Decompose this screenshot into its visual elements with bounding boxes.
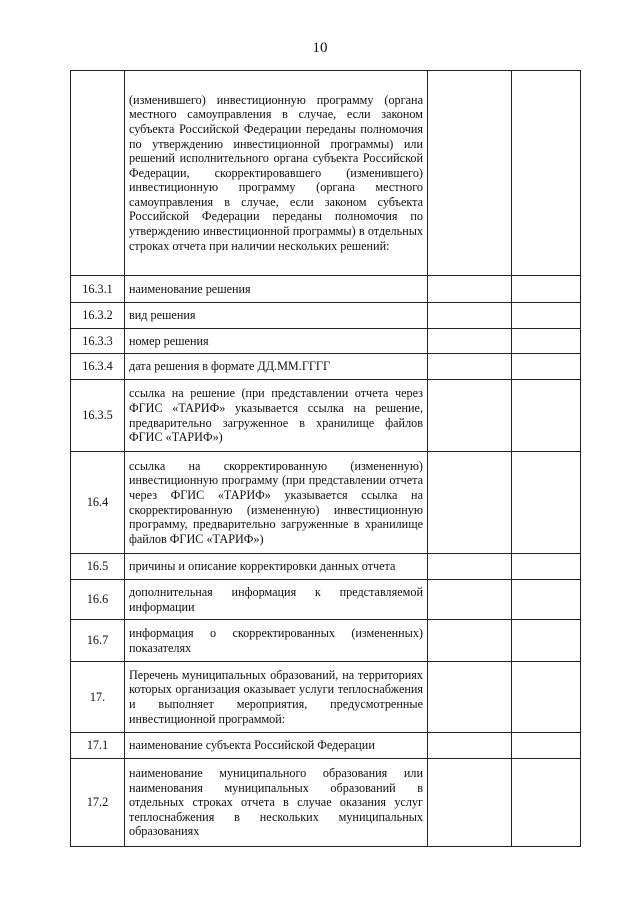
note-cell <box>512 354 581 380</box>
value-cell <box>428 303 512 329</box>
row-number: 16.3.3 <box>71 329 125 354</box>
value-cell <box>428 452 512 554</box>
row-description: Перечень муниципальных образований, на территориях которых организация оказывает услуги теплоснабжения и выполняет мероприятия, предусмотренные инвестиционной программой: <box>125 662 428 733</box>
row-description: ссылка на скорректированную (измененную) инвестиционную программу (при представлении отчета через ФГИС «ТАРИФ» указывается ссылка на скорректированную (измененную) инвестиционную программу, предварительно загруженные в хранилище файлов ФГИС «ТАРИФ») <box>125 452 428 554</box>
note-cell <box>512 452 581 554</box>
table-row <box>71 662 581 733</box>
table-row <box>71 620 581 662</box>
note-cell <box>512 759 581 847</box>
row-description: номер решения <box>125 329 428 354</box>
row-number: 17. <box>71 662 125 733</box>
row-number: 16.6 <box>71 580 125 620</box>
row-number: 16.3.5 <box>71 380 125 452</box>
note-cell <box>512 580 581 620</box>
row-number: 17.2 <box>71 759 125 847</box>
table-row <box>71 580 581 620</box>
report-structure-table <box>70 70 581 847</box>
table-row <box>71 329 581 354</box>
row-number: 16.3.1 <box>71 276 125 303</box>
note-cell <box>512 303 581 329</box>
value-cell <box>428 759 512 847</box>
value-cell <box>428 329 512 354</box>
row-number <box>71 71 125 276</box>
table-row <box>71 71 581 276</box>
row-description: вид решения <box>125 303 428 329</box>
value-cell <box>428 71 512 276</box>
note-cell <box>512 380 581 452</box>
row-description: наименование решения <box>125 276 428 303</box>
row-description: (изменившего) инвестиционную программу (органа местного самоуправления в случае, если законом субъекта Российской Федерации переданы полномочия по утверждению инвестиционной программы) или решений исполнительного органа субъекта Российской Федерации, скорректировавшего (изменившего) инвестиционную программу (органа местного самоуправления в случае, если законом субъекта Российской Федерации переданы полномочия по утверждению инвестиционной программы) в отдельных строках отчета при наличии нескольких решений: <box>125 71 428 276</box>
value-cell <box>428 733 512 759</box>
row-number: 16.3.4 <box>71 354 125 380</box>
row-description: информация о скорректированных (измененных) показателях <box>125 620 428 662</box>
note-cell <box>512 276 581 303</box>
row-description: причины и описание корректировки данных отчета <box>125 554 428 580</box>
row-description: дополнительная информация к представляемой информации <box>125 580 428 620</box>
row-number: 16.3.2 <box>71 303 125 329</box>
row-number: 16.5 <box>71 554 125 580</box>
note-cell <box>512 733 581 759</box>
value-cell <box>428 554 512 580</box>
row-description: наименование муниципального образования или наименования муниципальных образований в отдельных строках отчета в случае оказания услуг теплоснабжения в нескольких муниципальных образованиях <box>125 759 428 847</box>
note-cell <box>512 71 581 276</box>
table-row <box>71 303 581 329</box>
table-row <box>71 380 581 452</box>
value-cell <box>428 580 512 620</box>
row-number: 16.4 <box>71 452 125 554</box>
row-description: ссылка на решение (при представлении отчета через ФГИС «ТАРИФ» указывается ссылка на решение, предварительно загруженное в хранилище файлов ФГИС «ТАРИФ») <box>125 380 428 452</box>
row-description: наименование субъекта Российской Федерации <box>125 733 428 759</box>
value-cell <box>428 380 512 452</box>
note-cell <box>512 662 581 733</box>
note-cell <box>512 620 581 662</box>
value-cell <box>428 276 512 303</box>
table-row <box>71 554 581 580</box>
row-number: 17.1 <box>71 733 125 759</box>
row-description: дата решения в формате ДД.ММ.ГГГГ <box>125 354 428 380</box>
table-row <box>71 733 581 759</box>
page-number: 10 <box>312 40 328 56</box>
note-cell <box>512 329 581 354</box>
table-row <box>71 759 581 847</box>
value-cell <box>428 662 512 733</box>
row-number: 16.7 <box>71 620 125 662</box>
value-cell <box>428 354 512 380</box>
table-row <box>71 276 581 303</box>
note-cell <box>512 554 581 580</box>
value-cell <box>428 620 512 662</box>
table-row <box>71 354 581 380</box>
table-row <box>71 452 581 554</box>
